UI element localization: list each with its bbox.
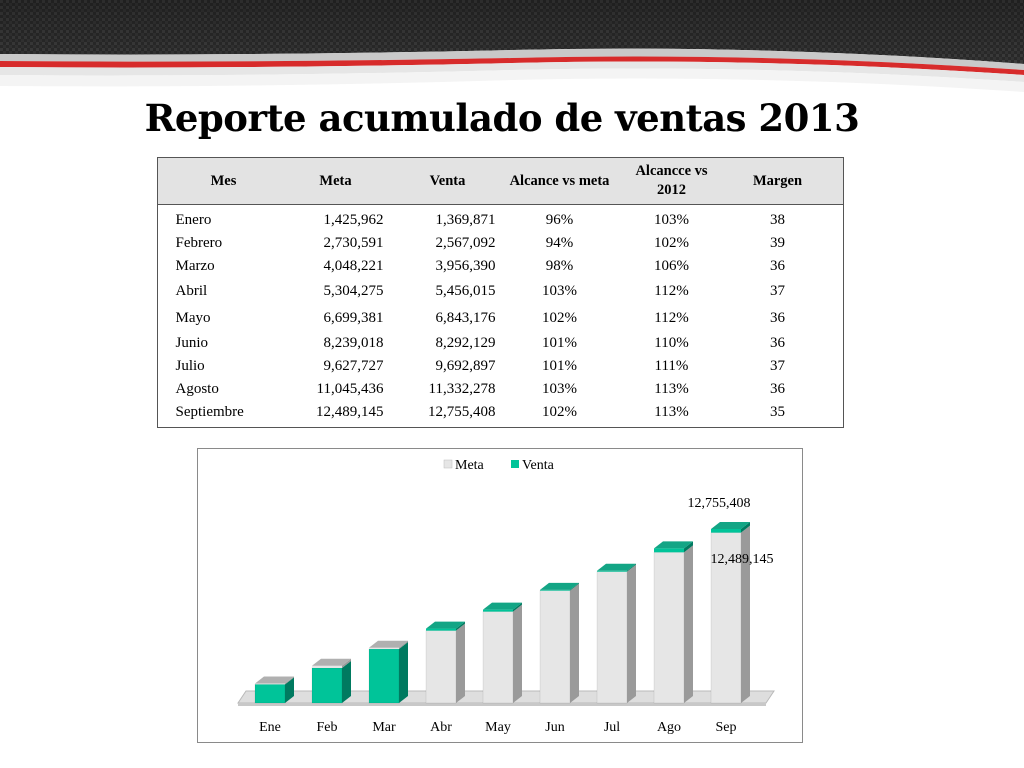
cell-venta: 6,843,176 bbox=[435, 309, 496, 326]
cell-alcance-meta: 102% bbox=[542, 309, 577, 326]
cell-alcance-meta: 98% bbox=[545, 257, 574, 274]
bar-venta-ago-front bbox=[654, 548, 684, 552]
cell-alcance-2012: 112% bbox=[654, 309, 689, 326]
header-spacer bbox=[828, 158, 844, 205]
bar-venta-feb-front bbox=[312, 668, 342, 703]
cell-venta: 11,332,278 bbox=[428, 380, 496, 397]
cell-venta: 3,956,390 bbox=[435, 257, 496, 274]
bar-meta-ene-front bbox=[255, 684, 285, 685]
cell-margen: 37 bbox=[770, 357, 785, 374]
bar-venta-abr-front bbox=[426, 629, 456, 631]
cell-meta: 1,425,962 bbox=[323, 211, 384, 228]
bar-venta-may-front bbox=[483, 610, 513, 612]
bar-meta-abr-side bbox=[456, 624, 465, 703]
bar-meta-may-front bbox=[483, 612, 513, 703]
cell-alcance-2012: 103% bbox=[654, 211, 689, 228]
row-spacer bbox=[828, 205, 844, 232]
table-header-row bbox=[158, 158, 844, 205]
table-body bbox=[158, 205, 844, 428]
bar-meta-feb-front bbox=[312, 666, 342, 668]
cell-alcance-meta: 101% bbox=[542, 334, 577, 351]
cell-margen: 36 bbox=[770, 257, 785, 274]
bar-venta-sep-front bbox=[711, 529, 741, 533]
cell-meta: 11,045,436 bbox=[316, 380, 384, 397]
bar-venta-jul-front bbox=[597, 571, 627, 572]
bar-meta-jul-side bbox=[627, 565, 636, 703]
header-meta: Meta bbox=[280, 158, 392, 205]
header-alcance-2012: Alcancce vs 2012 bbox=[616, 158, 728, 205]
row-spacer bbox=[158, 331, 168, 354]
x-tick-label: May bbox=[485, 720, 511, 735]
cell-mes: Junio bbox=[175, 334, 209, 351]
cell-margen: 35 bbox=[770, 403, 785, 420]
table-row bbox=[158, 254, 844, 277]
header-alcance-meta: Alcance vs meta bbox=[504, 158, 616, 205]
cell-meta: 4,048,221 bbox=[323, 257, 384, 274]
cell-alcance-2012: 113% bbox=[654, 380, 689, 397]
legend-label-meta: Meta bbox=[455, 458, 484, 473]
row-spacer bbox=[828, 377, 844, 400]
row-spacer bbox=[158, 377, 168, 400]
cell-mes: Marzo bbox=[175, 257, 215, 274]
cell-meta: 6,699,381 bbox=[323, 309, 384, 326]
x-tick-label: Abr bbox=[430, 720, 452, 735]
cell-meta: 8,239,018 bbox=[323, 334, 384, 351]
x-tick-label: Ene bbox=[259, 720, 281, 735]
cell-alcance-meta: 94% bbox=[545, 234, 574, 251]
x-tick-label: Jul bbox=[603, 720, 621, 735]
cell-venta: 1,369,871 bbox=[435, 211, 496, 228]
cell-mes: Abril bbox=[175, 282, 208, 299]
row-spacer bbox=[158, 354, 168, 377]
page-title: Reporte acumulado de ventas 2013 bbox=[144, 96, 860, 140]
legend-label-venta: Venta bbox=[522, 458, 554, 473]
cell-margen: 36 bbox=[770, 380, 785, 397]
cell-mes: Febrero bbox=[175, 234, 223, 251]
table-row bbox=[158, 377, 844, 400]
row-spacer bbox=[828, 304, 844, 331]
bar-venta-jun-front bbox=[540, 590, 570, 591]
row-spacer bbox=[828, 400, 844, 428]
table-row bbox=[158, 205, 844, 232]
cell-meta: 2,730,591 bbox=[323, 234, 384, 251]
header-margen: Margen bbox=[728, 158, 828, 205]
x-tick-label: Ago bbox=[656, 720, 682, 735]
cell-mes: Mayo bbox=[175, 309, 211, 326]
bar-venta-mar-front bbox=[369, 649, 399, 703]
cell-margen: 39 bbox=[770, 234, 785, 251]
cell-meta: 5,304,275 bbox=[323, 282, 384, 299]
table-row bbox=[158, 354, 844, 377]
cell-alcance-meta: 101% bbox=[542, 357, 577, 374]
row-spacer bbox=[158, 400, 168, 428]
cell-alcance-2012: 113% bbox=[654, 403, 689, 420]
bar-meta-ago-front bbox=[654, 552, 684, 703]
bar-meta-jun-side bbox=[570, 584, 579, 703]
header-mes: Mes bbox=[168, 158, 280, 205]
sales-table bbox=[157, 157, 844, 428]
header-venta: Venta bbox=[392, 158, 504, 205]
cell-mes: Julio bbox=[175, 357, 205, 374]
row-spacer bbox=[828, 354, 844, 377]
cell-alcance-meta: 103% bbox=[542, 380, 577, 397]
cell-alcance-2012: 111% bbox=[654, 357, 689, 374]
cell-venta: 8,292,129 bbox=[435, 334, 496, 351]
data-label-venta-sep: 12,755,408 bbox=[687, 496, 751, 511]
bar-meta-mar-front bbox=[369, 648, 399, 649]
x-tick-label: Mar bbox=[372, 720, 396, 735]
legend-swatch-venta bbox=[511, 460, 519, 468]
cell-venta: 5,456,015 bbox=[435, 282, 496, 299]
cell-alcance-2012: 112% bbox=[654, 282, 689, 299]
row-spacer bbox=[158, 304, 168, 331]
bar-meta-abr-front bbox=[426, 631, 456, 703]
cell-meta: 9,627,727 bbox=[323, 357, 384, 374]
row-spacer bbox=[158, 205, 168, 232]
row-spacer bbox=[158, 231, 168, 254]
table-row bbox=[158, 231, 844, 254]
cell-margen: 38 bbox=[770, 211, 785, 228]
cell-mes: Enero bbox=[175, 211, 212, 228]
sales-chart bbox=[197, 448, 803, 743]
bar-venta-feb-side bbox=[342, 661, 351, 703]
header-spacer bbox=[158, 158, 168, 205]
row-spacer bbox=[828, 254, 844, 277]
bar-venta-mar-side bbox=[399, 642, 408, 703]
cell-venta: 9,692,897 bbox=[435, 357, 496, 374]
table-row bbox=[158, 400, 844, 428]
cell-alcance-2012: 106% bbox=[654, 257, 689, 274]
bar-venta-ene-front bbox=[255, 684, 285, 703]
cell-mes: Agosto bbox=[175, 380, 219, 397]
cell-venta: 2,567,092 bbox=[435, 234, 496, 251]
row-spacer bbox=[828, 331, 844, 354]
cell-alcance-2012: 110% bbox=[654, 334, 689, 351]
header-banner bbox=[0, 0, 1024, 92]
row-spacer bbox=[828, 277, 844, 304]
table-row bbox=[158, 331, 844, 354]
bar-meta-jul-front bbox=[597, 572, 627, 703]
x-tick-label: Sep bbox=[715, 720, 737, 735]
cell-alcance-meta: 102% bbox=[542, 403, 577, 420]
cell-margen: 37 bbox=[770, 282, 785, 299]
cell-margen: 36 bbox=[770, 309, 785, 326]
cell-margen: 36 bbox=[770, 334, 785, 351]
bar-meta-ago-side bbox=[684, 545, 693, 703]
row-spacer bbox=[158, 277, 168, 304]
cell-alcance-meta: 103% bbox=[542, 282, 577, 299]
bar-meta-jun-front bbox=[540, 591, 570, 703]
table-row bbox=[158, 304, 844, 331]
x-tick-label: Jun bbox=[545, 720, 565, 735]
bar-meta-may-side bbox=[513, 605, 522, 703]
data-label-meta-sep: 12,489,145 bbox=[710, 552, 774, 567]
cell-venta: 12,755,408 bbox=[428, 403, 496, 420]
row-spacer bbox=[158, 254, 168, 277]
chart-canvas bbox=[198, 449, 802, 742]
cell-alcance-2012: 102% bbox=[654, 234, 689, 251]
x-tick-label: Feb bbox=[316, 720, 338, 735]
cell-meta: 12,489,145 bbox=[316, 403, 384, 420]
legend-swatch-meta bbox=[444, 460, 452, 468]
table-row bbox=[158, 277, 844, 304]
row-spacer bbox=[828, 231, 844, 254]
cell-mes: Septiembre bbox=[175, 403, 244, 420]
chart-floor-edge bbox=[238, 703, 766, 706]
cell-alcance-meta: 96% bbox=[545, 211, 574, 228]
